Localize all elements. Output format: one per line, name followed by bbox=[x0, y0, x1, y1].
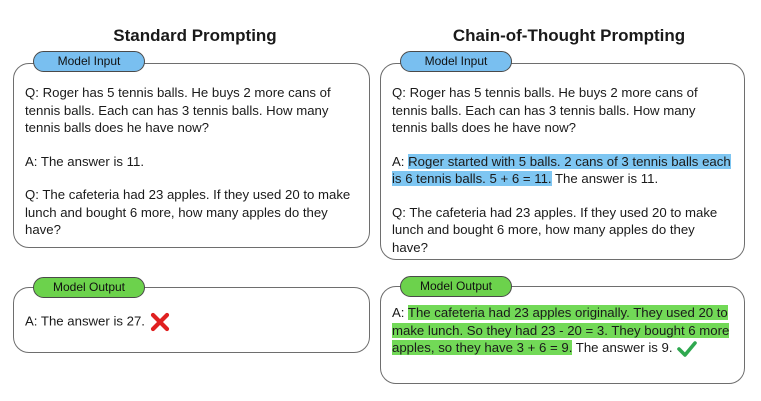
cot-answer-1-final: The answer is 11. bbox=[551, 171, 659, 186]
cot-input-label: Model Input bbox=[400, 51, 512, 72]
cot-answer-1 bbox=[392, 153, 732, 188]
standard-prompting-title: Standard Prompting bbox=[113, 26, 277, 45]
standard-question-2: Q: The cafeteria had 23 apples. If they used 20 to make lunch and bought 6 more, how many apples do they have? bbox=[25, 187, 351, 237]
cot-prompting-title: Chain-of-Thought Prompting bbox=[452, 26, 686, 45]
cot-question-2: Q: The cafeteria had 23 apples. If they used 20 to make lunch and bought 6 more, how many apples do they have? bbox=[392, 204, 718, 255]
cot-question-1: Q: Roger has 5 tennis balls. He buys 2 more cans of tennis balls. Each can has 3 tennis balls. How many tennis balls does he have now? bbox=[392, 85, 698, 135]
green-check-icon bbox=[676, 340, 698, 358]
standard-output-text bbox=[25, 311, 225, 333]
standard-input-label: Model Input bbox=[33, 51, 145, 72]
cot-input-text bbox=[392, 84, 732, 272]
cot-answer-1-prefix: A: bbox=[392, 153, 409, 169]
cot-output-reasoning: The cafeteria had 23 apples originally. They used 20 to make lunch. So they had 23 - 20 = 3. They bought 6 more apples, so they have 3 + 6 = 9. bbox=[392, 305, 730, 355]
standard-question-1: Q: Roger has 5 tennis balls. He buys 2 more cans of tennis balls. Each can has 3 tennis balls. How many tennis balls does he have now? bbox=[25, 85, 331, 135]
cot-output-final: The answer is 9. bbox=[572, 340, 673, 355]
cot-output-text bbox=[392, 304, 732, 358]
standard-answer-1: A: The answer is 11. bbox=[25, 153, 144, 169]
cot-answer-1-reasoning: Roger started with 5 balls. 2 cans of 3 tennis balls each is 6 tennis balls. 5 + 6 = 11. bbox=[392, 153, 731, 186]
cot-output-label: Model Output bbox=[400, 276, 512, 297]
standard-input-text bbox=[25, 84, 365, 255]
red-cross-icon bbox=[149, 311, 171, 333]
cot-output-prefix: A: bbox=[392, 305, 408, 320]
standard-output-label: Model Output bbox=[33, 277, 145, 298]
standard-output-answer: A: The answer is 27. bbox=[25, 313, 145, 329]
